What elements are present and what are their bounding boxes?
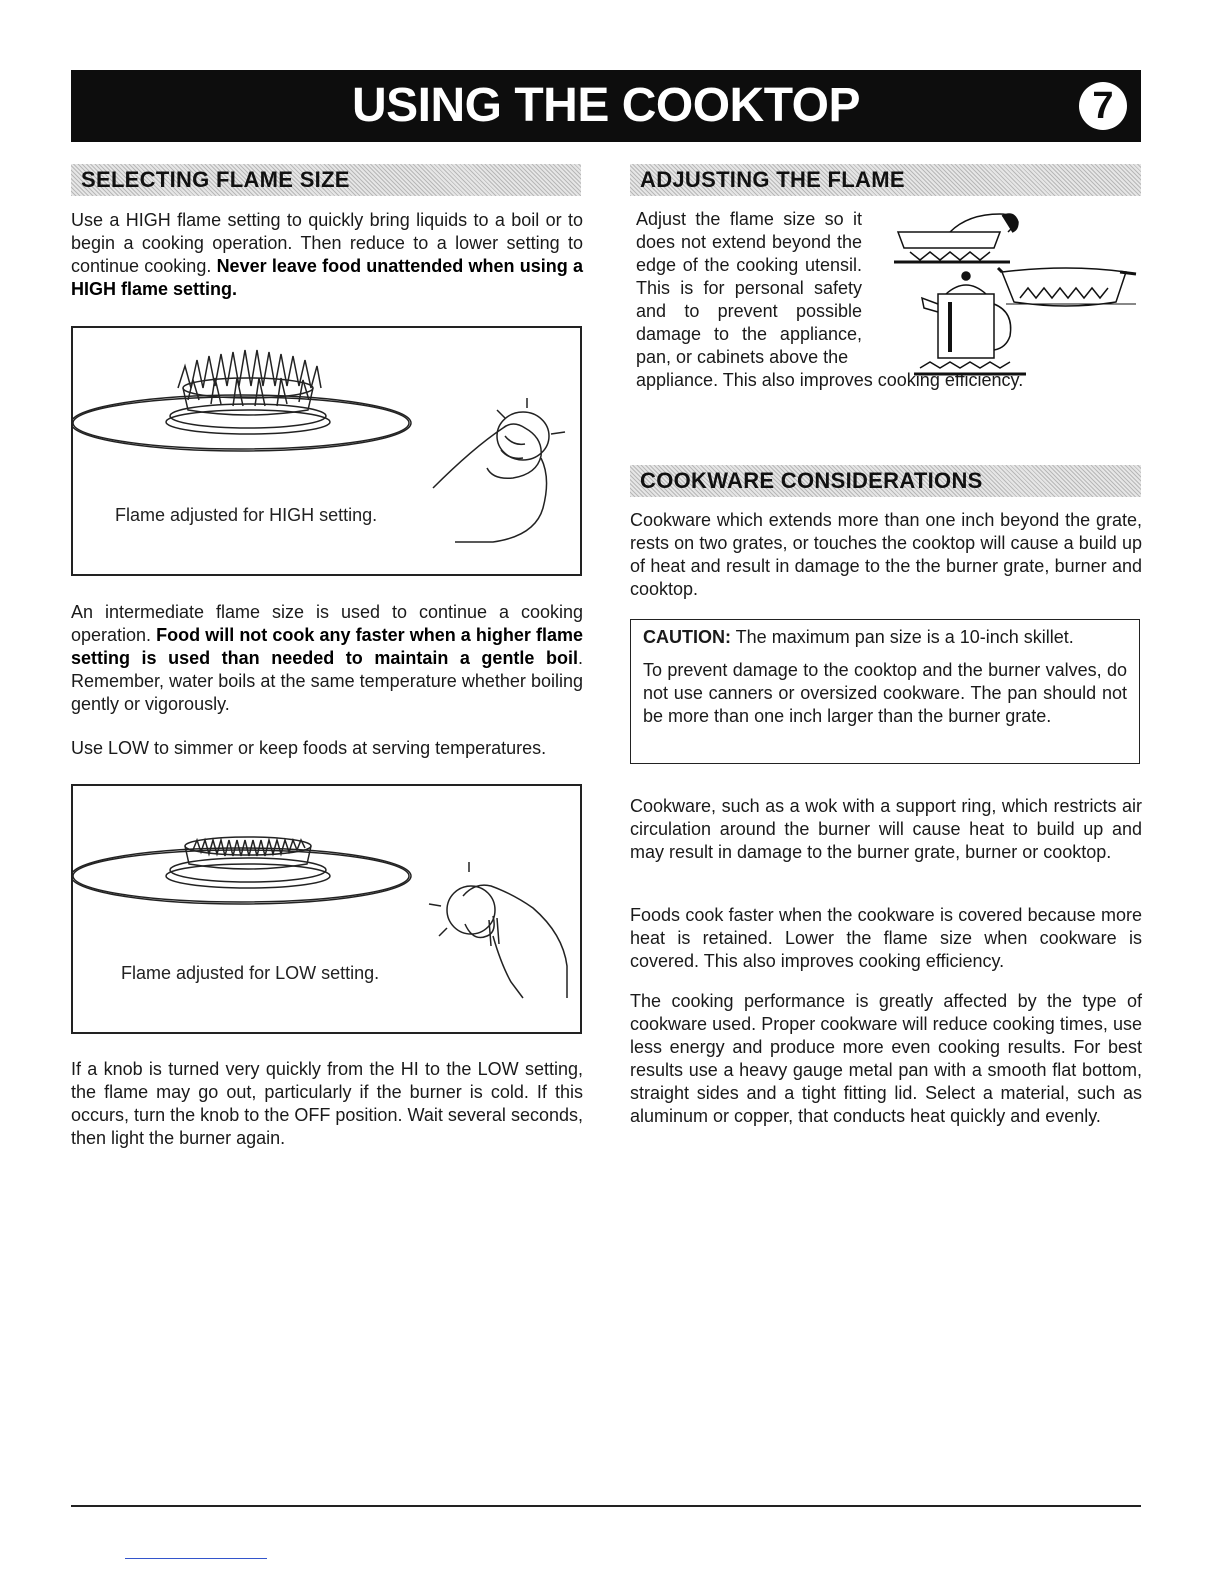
caution-body: To prevent damage to the cooktop and the burner valves, do not use canners or oversized cookware. The pan should not be more than one inch larger than the burner grate. xyxy=(643,660,1127,726)
caution-box xyxy=(630,619,1140,764)
low-flame-caption: Flame adjusted for LOW setting. xyxy=(121,963,380,983)
intermediate-text-1: An intermediate flame size is used to continue a cooking operation. xyxy=(71,602,583,645)
adjusting-flame-tail: appliance. This also improves cooking efficiency. xyxy=(636,370,1024,390)
high-flame-caption: Flame adjusted for HIGH setting. xyxy=(115,505,378,525)
kettle-shape xyxy=(938,294,994,358)
page-number-badge: 7 xyxy=(1079,82,1127,130)
intermediate-text-2: . Remember, water boils at the same temperature whether boiling gently or vigorously. xyxy=(71,648,583,714)
low-setting-paragraph: Use LOW to simmer or keep foods at serving temperatures. xyxy=(71,738,547,758)
cookware-paragraph: Cookware which extends more than one inch beyond the grate, rests on two grates, or touches the cooktop will cause a build up of heat and result in damage to the the burner grate, burner and cooktop. xyxy=(630,510,1142,599)
cooktop-surface-shape xyxy=(73,848,411,904)
high-flame-figure xyxy=(71,326,582,576)
adjusting-flame-heading: ADJUSTING THE FLAME xyxy=(630,164,1141,196)
knob-turn-paragraph: If a knob is turned very quickly from the HI to the LOW setting, the flame may go out, particularly if the burner is cold. If this occurs, turn the knob to the OFF position. Wait several seconds, then light the burner again. xyxy=(71,1059,583,1148)
caution-max-pan: The maximum pan size is a 10-inch skillet. xyxy=(731,627,1074,647)
caution-label: CAUTION: xyxy=(643,627,731,647)
intermediate-flame-paragraph xyxy=(71,601,583,716)
bottom-divider xyxy=(71,1505,1141,1507)
page-title: USING THE COOKTOP xyxy=(352,79,860,132)
high-flame-illustration xyxy=(73,328,580,574)
selecting-flame-intro xyxy=(71,209,583,301)
hand-shape xyxy=(463,885,567,998)
adjusting-flame-text: Adjust the flame size so it does not extend beyond the edge of the cooking utensil. This is for personal safety and to prevent possible damage to the appliance, pan, or cabinets above the xyxy=(636,209,862,367)
wok-paragraph: Cookware, such as a wok with a support ring, which restricts air circulation around the burner will cause heat to build up and may result in damage to the burner grate, burner or cooktop. xyxy=(630,796,1142,862)
cookware-considerations-heading: COOKWARE CONSIDERATIONS xyxy=(630,465,1141,497)
footer-link-underline xyxy=(125,1558,267,1559)
cookware-on-burner-illustration xyxy=(890,208,1140,384)
low-flame-figure xyxy=(71,784,582,1034)
intro-plain-text: Use a HIGH flame setting to quickly bring liquids to a boil or to begin a cooking operation. Then reduce to a lower setting to continue cooking. xyxy=(71,210,583,276)
wide-pan-shape xyxy=(1002,268,1126,306)
control-knob-shape xyxy=(447,886,495,934)
intro-warning-text: Never leave food unattended when using a HIGH flame setting. xyxy=(71,256,583,299)
cooking-performance-paragraph: The cooking performance is greatly affected by the type of cookware used. Proper cookware will reduce cooking times, use less energy and produce more even cooking results. For best results use a heavy gauge metal pan with a smooth flat bottom, straight sides and a tight fitting lid. Select a material, such as aluminum or copper, that conducts heat quickly and evenly. xyxy=(630,991,1142,1126)
intermediate-bold-text: Food will not cook any faster when a higher flame setting is used than needed to maintain a gentle boil xyxy=(71,625,583,668)
hand-shape xyxy=(433,424,547,542)
covered-cookware-paragraph: Foods cook faster when the cookware is covered because more heat is retained. Lower the flame size when cookware is covered. This also improves cooking efficiency. xyxy=(630,905,1142,971)
low-flame-illustration xyxy=(73,786,580,1032)
selecting-flame-size-heading: SELECTING FLAME SIZE xyxy=(71,164,581,196)
skillet-shape xyxy=(898,232,1000,248)
page-banner xyxy=(71,70,1141,142)
caution-line xyxy=(643,626,1127,649)
high-flames-shape xyxy=(178,350,321,388)
